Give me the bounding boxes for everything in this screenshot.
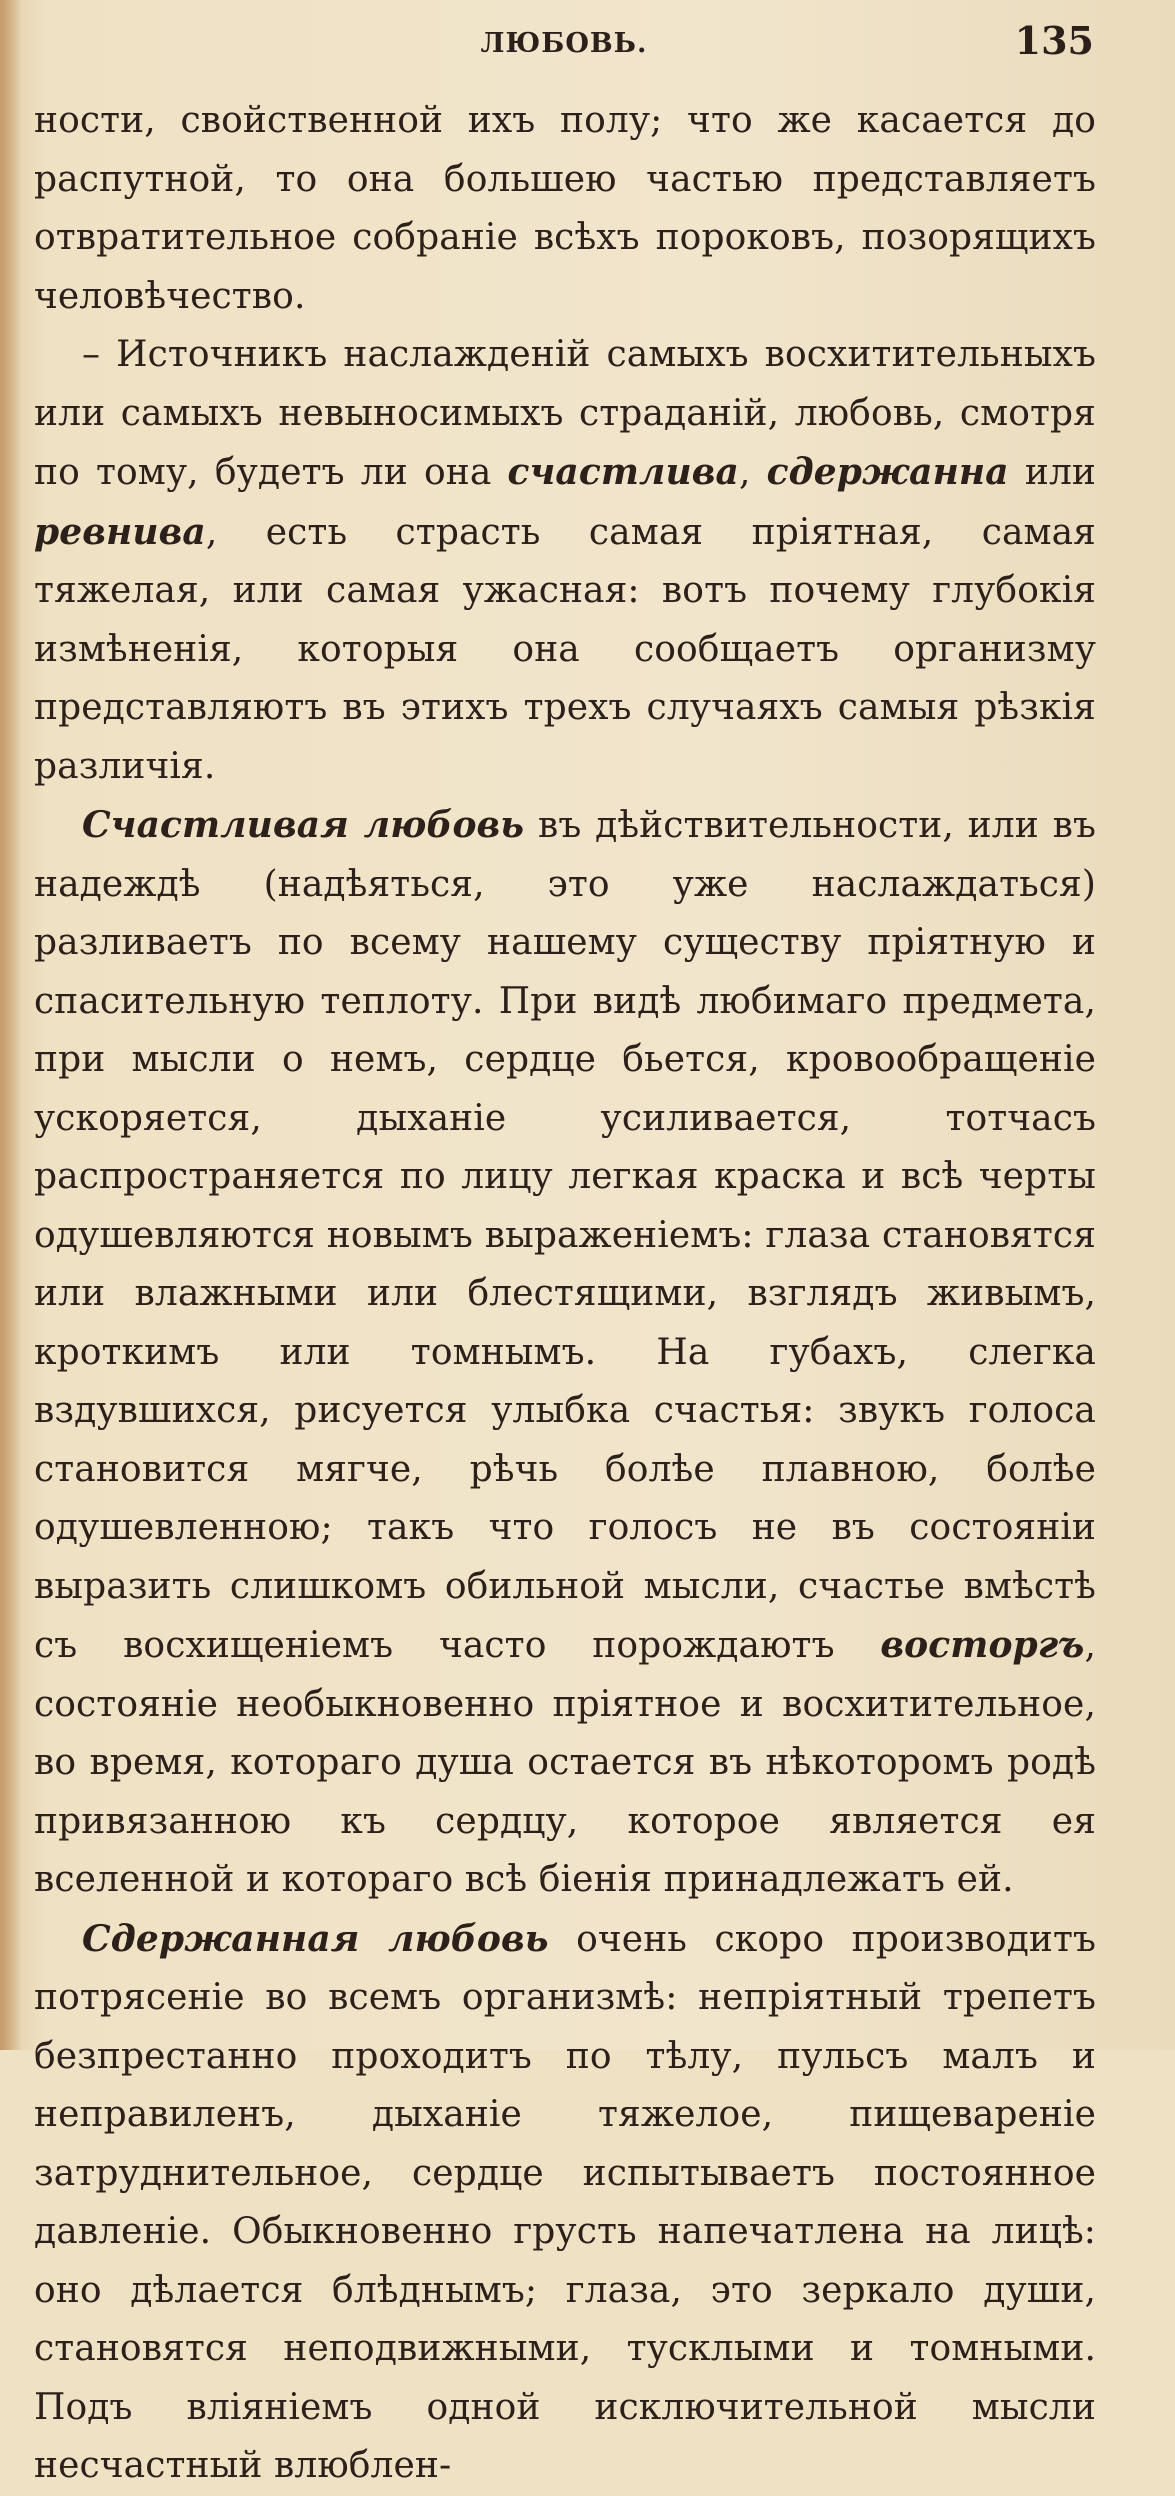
paragraph-restrained-love <box>34 1910 1096 2496</box>
paragraph-continuation: ности, свойственной ихъ полу; что же касается до распутной, то она большею частью представляетъ отвратительное собраніе всѣхъ пороковъ, позорящихъ человѣчество. <box>34 100 1096 317</box>
page-number: 135 <box>1014 18 1094 63</box>
paragraph-text: – Источникъ наслажденій самыхъ восхитительныхъ или самыхъ невыносимыхъ страданій, любовь, смотря по тому, будетъ ли она <box>34 334 1096 493</box>
paragraph-text: , есть страсть самая пріятная, самая тяжелая, или самая ужасная: вотъ почему глубокія измѣненія, которыя она сообщаетъ организму представляютъ въ этихъ трехъ случаяхъ самыя рѣзкія различія. <box>34 511 1096 787</box>
emphasis-rapture: восторгъ <box>880 1624 1085 1666</box>
paragraph-text: или <box>1008 452 1097 493</box>
paragraph-text: въ дѣйствительности, или въ надеждѣ (надѣяться, это уже наслаждаться) разливаетъ по всему нашему существу пріятную и спасительную теплоту. При видѣ любимаго предмета, при мысли о немъ, сердце бьется, кровообращеніе ускоряется, дыханіе усиливается, тотчасъ распространяется по лицу легкая краска и всѣ черты одушевляются новымъ выраженіемъ: глаза становятся или влажными или блестящими, взглядъ живымъ, кроткимъ или томнымъ. На губахъ, слегка вздувшихся, рисуется улыбка счастья: звукъ голоса становится мягче, рѣчь болѣе плавною, болѣе одушевленною; такъ что голосъ не въ состояніи выразить слишкомъ обильной мысли, счастье вмѣстѣ съ восхищеніемъ часто порождаютъ <box>34 805 1097 1666</box>
emphasis-happy: счастлива <box>507 451 739 493</box>
lead-restrained-love: Сдержанная любовь <box>82 1917 549 1960</box>
emphasis-restrained: сдержанна <box>766 451 1009 493</box>
body-text <box>34 92 1096 2496</box>
paragraph-love-intro <box>34 326 1096 796</box>
emphasis-jealous: ревнива <box>34 510 206 553</box>
page-gutter-shadow <box>0 0 22 2050</box>
lead-happy-love: Счастливая любовь <box>82 804 525 846</box>
paragraph-happy-love <box>34 796 1096 1910</box>
page-header <box>34 18 1094 68</box>
paragraph-text: , <box>738 452 767 493</box>
running-head: ЛЮБОВЬ. <box>480 28 648 59</box>
paragraph-text: очень скоро производитъ потрясеніе во всемъ организмѣ: непріятный трепетъ безпрестанно проходитъ по тѣлу, пульсъ малъ и неправиленъ, дыханіе тяжелое, пищевареніе затруднительное, сердце испытываетъ постоянное давленіе. Обыкновенно грусть напечатлена на лицѣ: оно дѣлается блѣднымъ; глаза, это зеркало души, становятся неподвижными, тусклыми и томными. Подъ вліяніемъ одной исключительной мысли несчастный влюблен- <box>34 1918 1097 2486</box>
paragraph-text: , состояніе необыкновенно пріятное и восхитительное, во время, котораго душа остается въ нѣкоторомъ родѣ привязанною къ сердцу, которое является ея вселенной и котораго всѣ біенія принадлежатъ ей. <box>34 1625 1096 1900</box>
